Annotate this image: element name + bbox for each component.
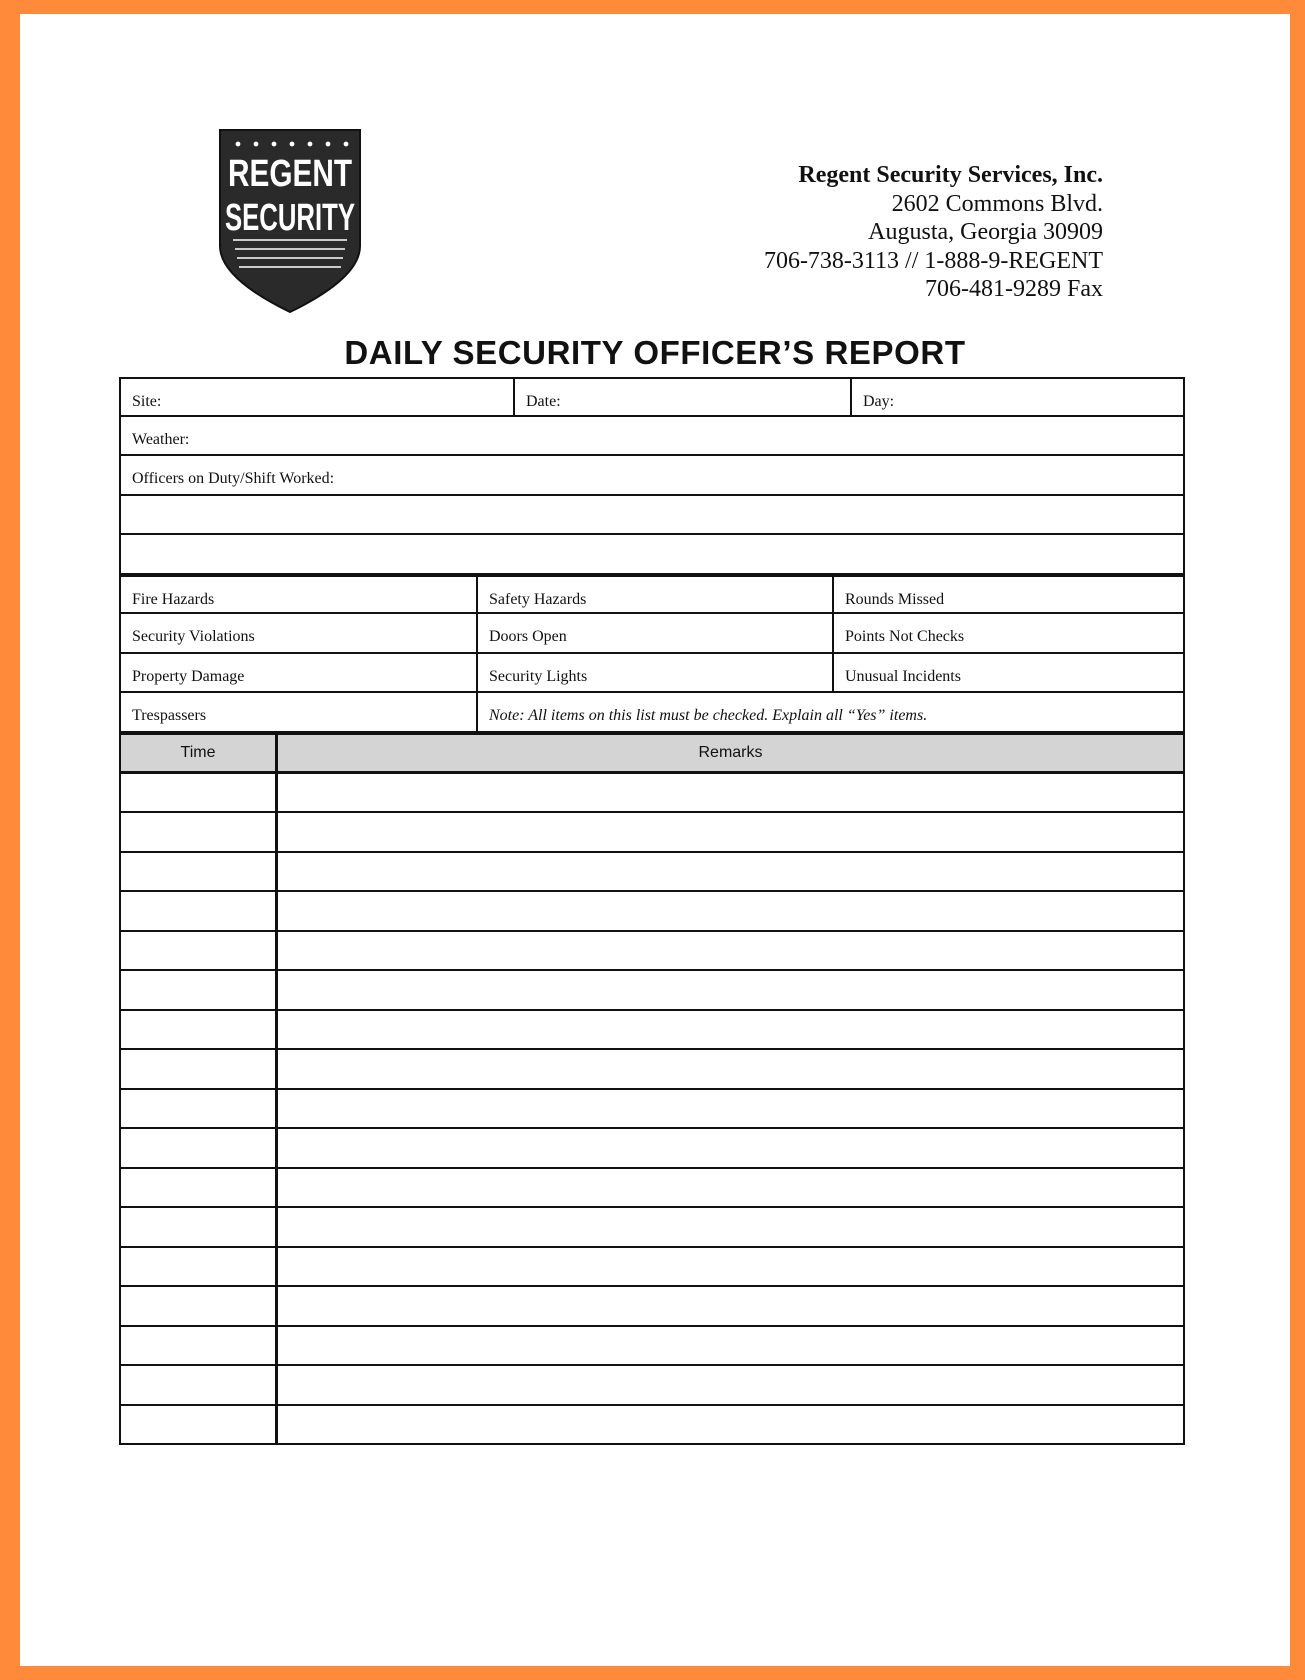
logo-line2: SECURITY bbox=[225, 197, 355, 239]
log-remarks-cell[interactable] bbox=[278, 932, 1183, 970]
officers-row bbox=[119, 456, 1185, 496]
log-row bbox=[119, 1327, 1185, 1367]
report-page bbox=[20, 14, 1290, 1666]
company-phone: 706-738-3113 // 1-888-9-REGENT bbox=[763, 247, 1103, 274]
log-body bbox=[119, 774, 1185, 1446]
site-field[interactable]: Site: bbox=[132, 393, 162, 410]
log-row bbox=[119, 971, 1185, 1011]
log-remarks-cell[interactable] bbox=[278, 853, 1183, 891]
log-time-cell[interactable] bbox=[121, 1011, 278, 1049]
report-title: DAILY SECURITY OFFICER’S REPORT bbox=[344, 334, 966, 371]
security-violations-item[interactable]: Security Violations bbox=[132, 628, 255, 645]
log-time-cell[interactable] bbox=[121, 1327, 278, 1365]
log-remarks-cell[interactable] bbox=[278, 1050, 1183, 1088]
officers-blank-line[interactable] bbox=[119, 496, 1185, 536]
log-row bbox=[119, 1050, 1185, 1090]
report-form bbox=[119, 377, 1185, 1445]
log-remarks-cell[interactable] bbox=[278, 1011, 1183, 1049]
log-remarks-cell[interactable] bbox=[278, 1129, 1183, 1167]
checklist-row bbox=[119, 614, 1185, 654]
log-row bbox=[119, 1287, 1185, 1327]
log-row bbox=[119, 853, 1185, 893]
remarks-column-header: Remarks bbox=[698, 743, 763, 761]
points-not-checks-item[interactable]: Points Not Checks bbox=[832, 614, 1183, 652]
unusual-incidents-item[interactable]: Unusual Incidents bbox=[832, 654, 1183, 692]
trespassers-item[interactable]: Trespassers bbox=[132, 707, 207, 724]
log-remarks-cell[interactable] bbox=[278, 1366, 1183, 1404]
security-lights-item[interactable]: Security Lights bbox=[476, 654, 832, 692]
log-row bbox=[119, 932, 1185, 972]
officers-blank-line[interactable] bbox=[119, 535, 1185, 575]
fire-hazards-item[interactable]: Fire Hazards bbox=[132, 590, 215, 608]
log-row bbox=[119, 1090, 1185, 1130]
log-remarks-cell[interactable] bbox=[278, 1208, 1183, 1246]
log-remarks-cell[interactable] bbox=[278, 1406, 1183, 1444]
company-fax: 706-481-9289 Fax bbox=[925, 276, 1103, 302]
checklist-row bbox=[119, 693, 1185, 733]
regent-security-logo bbox=[219, 128, 361, 314]
log-row bbox=[119, 1011, 1185, 1051]
log-time-cell[interactable] bbox=[121, 853, 278, 891]
log-time-cell[interactable] bbox=[121, 813, 278, 851]
log-remarks-cell[interactable] bbox=[278, 1327, 1183, 1365]
log-row bbox=[119, 1129, 1185, 1169]
log-time-cell[interactable] bbox=[121, 1050, 278, 1088]
log-time-cell[interactable] bbox=[121, 1366, 278, 1404]
log-header bbox=[119, 733, 1185, 774]
log-row bbox=[119, 774, 1185, 814]
log-remarks-cell[interactable] bbox=[278, 1169, 1183, 1207]
log-remarks-cell[interactable] bbox=[278, 1248, 1183, 1286]
property-damage-item[interactable]: Property Damage bbox=[132, 667, 245, 685]
log-remarks-cell[interactable] bbox=[278, 971, 1183, 1009]
weather-field[interactable]: Weather: bbox=[132, 430, 190, 448]
log-row bbox=[119, 1169, 1185, 1209]
log-remarks-cell[interactable] bbox=[278, 892, 1183, 930]
log-row bbox=[119, 1208, 1185, 1248]
log-time-cell[interactable] bbox=[121, 1208, 278, 1246]
log-time-cell[interactable] bbox=[121, 892, 278, 930]
safety-hazards-item[interactable]: Safety Hazards bbox=[476, 577, 832, 613]
company-address-street: 2602 Commons Blvd. bbox=[891, 190, 1103, 217]
log-time-cell[interactable] bbox=[121, 1287, 278, 1325]
log-remarks-cell[interactable] bbox=[278, 774, 1183, 812]
log-time-cell[interactable] bbox=[121, 971, 278, 1009]
day-field[interactable]: Day: bbox=[850, 379, 1183, 415]
company-info bbox=[764, 161, 1103, 304]
doors-open-item[interactable]: Doors Open bbox=[476, 614, 832, 652]
checklist-row bbox=[119, 654, 1185, 694]
log-time-cell[interactable] bbox=[121, 1169, 278, 1207]
log-remarks-cell[interactable] bbox=[278, 1090, 1183, 1128]
log-row bbox=[119, 1248, 1185, 1288]
weather-row bbox=[119, 417, 1185, 457]
log-remarks-cell[interactable] bbox=[278, 1287, 1183, 1325]
time-column-header: Time bbox=[121, 735, 278, 771]
log-time-cell[interactable] bbox=[121, 932, 278, 970]
officers-field[interactable]: Officers on Duty/Shift Worked: bbox=[132, 470, 335, 487]
log-row bbox=[119, 1406, 1185, 1446]
logo-line1: REGENT bbox=[228, 153, 352, 195]
log-time-cell[interactable] bbox=[121, 1090, 278, 1128]
log-row bbox=[119, 813, 1185, 853]
company-name: Regent Security Services, Inc. bbox=[798, 162, 1103, 188]
company-address-city: Augusta, Georgia 30909 bbox=[868, 219, 1103, 245]
log-row bbox=[119, 1366, 1185, 1406]
date-field[interactable]: Date: bbox=[513, 379, 850, 415]
log-row bbox=[119, 892, 1185, 932]
rounds-missed-item[interactable]: Rounds Missed bbox=[832, 577, 1183, 613]
site-date-day-row bbox=[119, 377, 1185, 417]
log-time-cell[interactable] bbox=[121, 1129, 278, 1167]
log-remarks-cell[interactable] bbox=[278, 813, 1183, 851]
checklist-note: Note: All items on this list must be checked. Explain all “Yes” items. bbox=[476, 693, 1183, 731]
log-time-cell[interactable] bbox=[121, 774, 278, 812]
log-time-cell[interactable] bbox=[121, 1406, 278, 1444]
checklist-row bbox=[119, 575, 1185, 615]
log-time-cell[interactable] bbox=[121, 1248, 278, 1286]
